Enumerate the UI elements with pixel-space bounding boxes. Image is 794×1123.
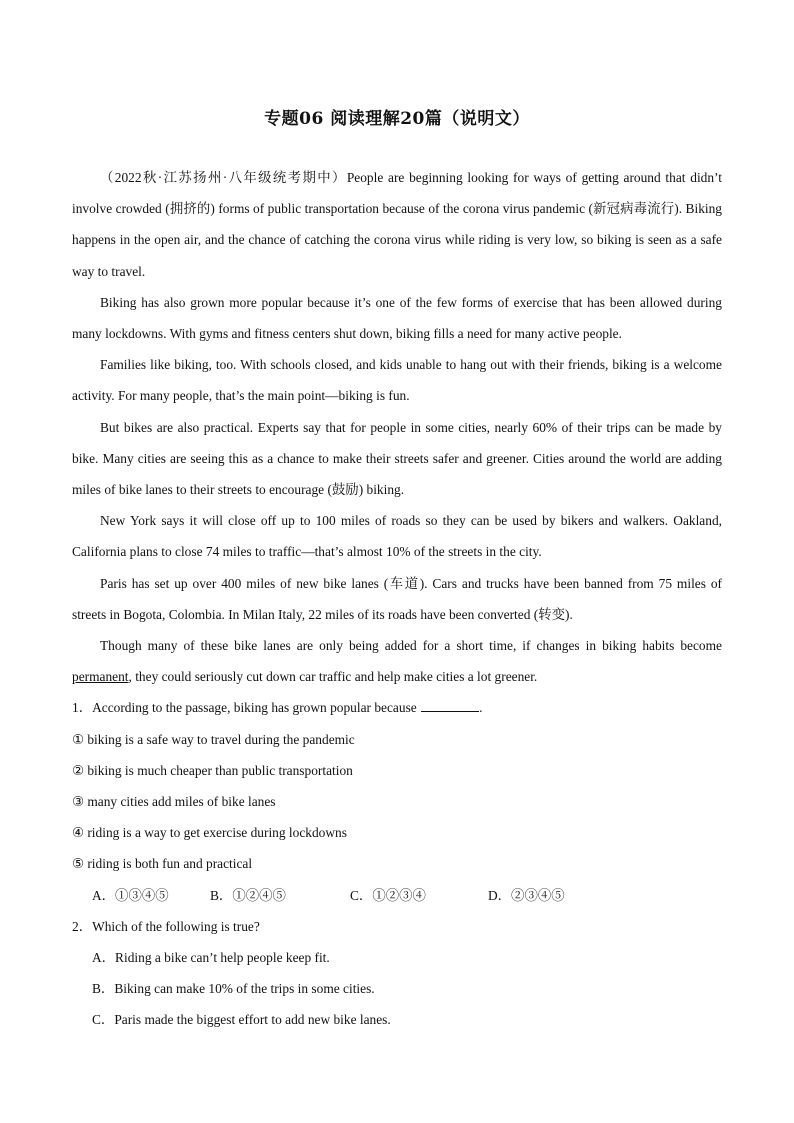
paragraph-6: Paris has set up over 400 miles of new bike lanes (车道). Cars and trucks have been banned from 75 miles of streets in Bogota, Colombia. In Milan Italy, 22 miles of its roads have been converted (转变). bbox=[72, 575, 722, 622]
paragraph-7-before: Though many of these bike lanes are only being added for a short time, if changes in biking habits become bbox=[100, 638, 722, 654]
q2-option-c: C．Paris made the biggest effort to add new bike lanes. bbox=[92, 1012, 391, 1028]
paragraph-1: （2022秋·江苏扬州·八年级统考期中）People are beginning looking for ways of getting around that didn’t involve crowded (拥挤的) forms of public transportation because of the corona virus pandemic (新冠病毒流行). Biking happens in the open air, and the chance of catching the corona virus while riding is very low, so biking is seen as a safe way to travel. bbox=[72, 170, 722, 279]
question-1-end: . bbox=[479, 700, 483, 716]
statement-3: ③ many cities add miles of bike lanes bbox=[72, 794, 276, 810]
statement-5: ⑤ riding is both fun and practical bbox=[72, 856, 253, 872]
choice-b: B．①②④⑤ bbox=[210, 887, 286, 903]
choice-c: C．①②③④ bbox=[350, 887, 426, 903]
paragraph-3: Families like biking, too. With schools closed, and kids unable to hang out with their friends, biking is a welcome activity. For many people, that’s the main point—biking is fun. bbox=[72, 357, 722, 404]
underlined-word: permanent bbox=[72, 669, 129, 685]
q2-option-a: A．Riding a bike can’t help people keep fit. bbox=[92, 950, 330, 966]
paragraph-7-after: , they could seriously cut down car traffic and help make cities a lot greener. bbox=[128, 669, 538, 685]
question-1-choices bbox=[72, 880, 722, 911]
paragraph-5: New York says it will close off up to 100 miles of roads so they can be used by bikers and walkers. Oakland, California plans to close 74 miles to traffic—that’s almost 10% of the streets in the city. bbox=[72, 513, 722, 560]
paragraph-4: But bikes are also practical. Experts say that for people in some cities, nearly 60% of their trips can be made by bike. Many cities are seeing this as a chance to make their streets safer and greener. Cities around the world are adding miles of bike lanes to their streets to encourage (鼓励) biking. bbox=[72, 419, 722, 498]
question-2-stem: 2．Which of the following is true? bbox=[72, 918, 260, 934]
choice-d: D．②③④⑤ bbox=[488, 887, 565, 903]
question-1-stem bbox=[72, 692, 722, 723]
question-1-text: 1．According to the passage, biking has grown popular because bbox=[72, 700, 417, 716]
passage-body bbox=[72, 162, 722, 1036]
paragraph-7 bbox=[72, 630, 722, 692]
paragraph-2: Biking has also grown more popular because it’s one of the few forms of exercise that has been allowed during many lockdowns. With gyms and fitness centers shut down, biking fills a need for many active people. bbox=[72, 294, 722, 342]
answer-blank bbox=[421, 696, 479, 712]
q2-option-b: B．Biking can make 10% of the trips in some cities. bbox=[92, 981, 375, 997]
page-title: 专题06 阅读理解20篇（说明文） bbox=[264, 109, 530, 129]
choice-a: A．①③④⑤ bbox=[92, 887, 169, 903]
statement-1: ① biking is a safe way to travel during the pandemic bbox=[72, 731, 355, 747]
statement-4: ④ riding is a way to get exercise during lockdowns bbox=[72, 825, 347, 841]
statement-2: ② biking is much cheaper than public transportation bbox=[72, 762, 353, 778]
